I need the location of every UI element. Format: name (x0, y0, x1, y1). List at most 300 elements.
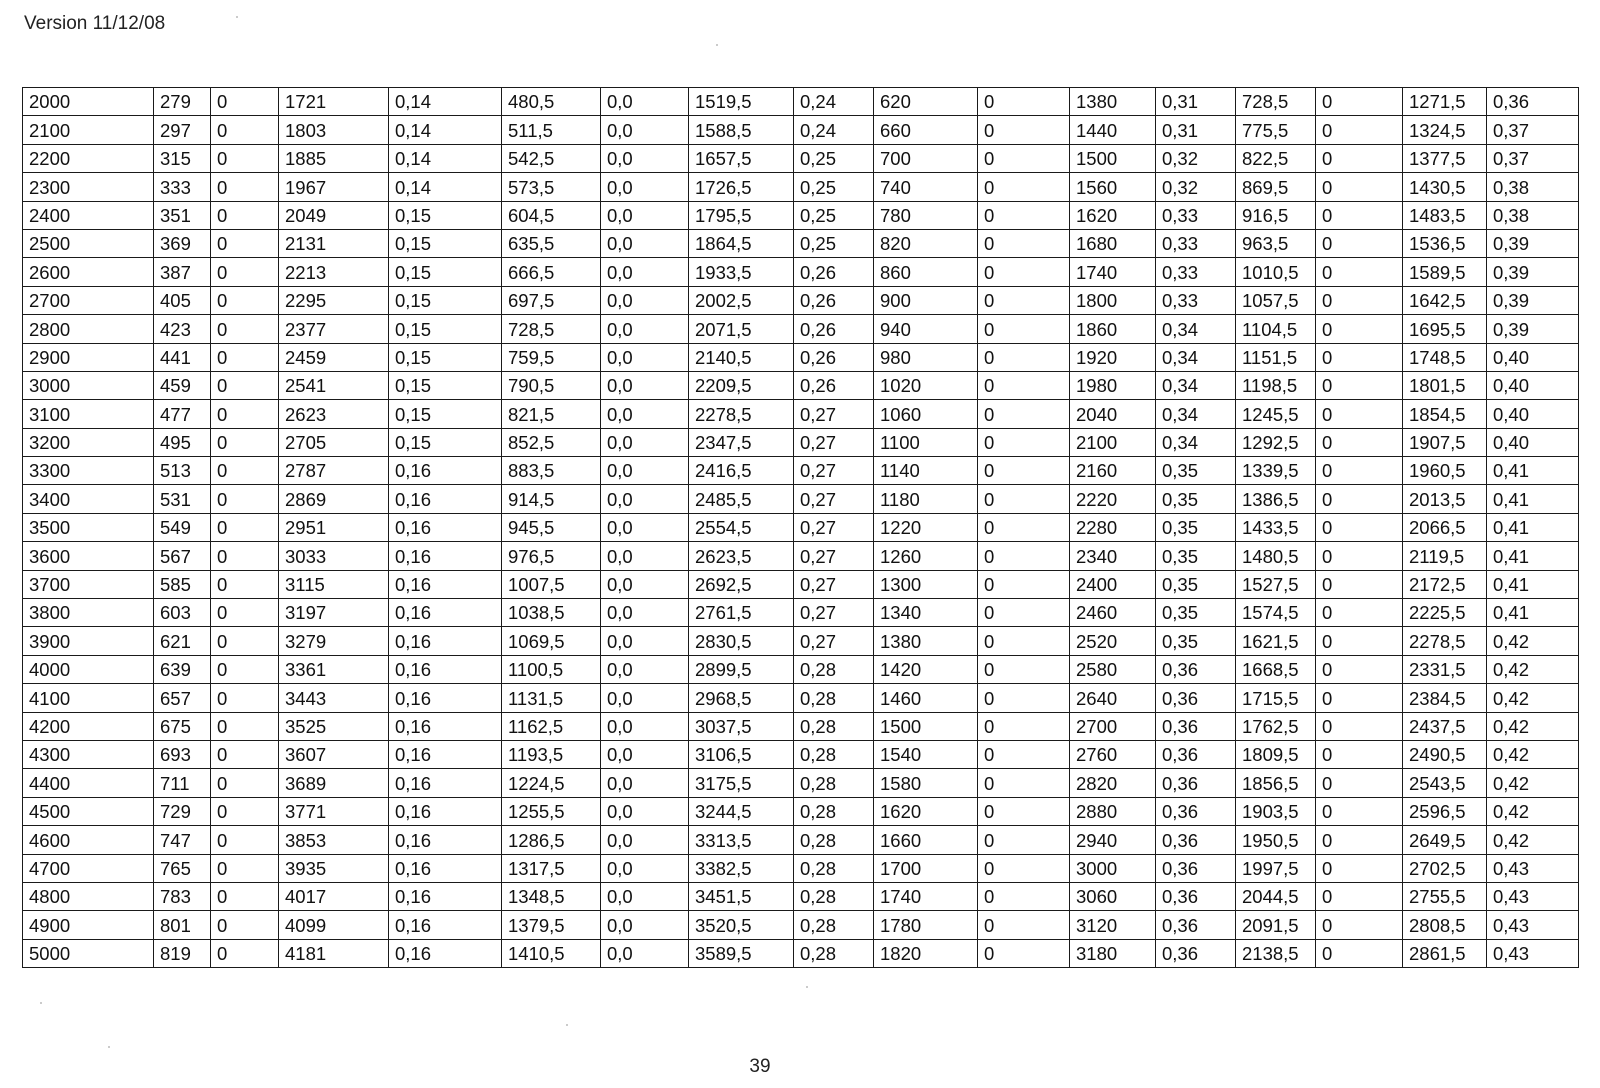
table-cell: 3771 (279, 797, 389, 825)
table-cell: 700 (874, 144, 978, 172)
table-cell: 693 (154, 740, 211, 768)
table-cell: 0,42 (1487, 769, 1579, 797)
table-cell: 2490,5 (1403, 740, 1487, 768)
table-cell: 0 (1316, 769, 1403, 797)
table-cell: 1620 (874, 797, 978, 825)
table-cell: 0,39 (1487, 229, 1579, 257)
table-cell: 0 (978, 655, 1070, 683)
table-cell: 0 (211, 116, 279, 144)
table-cell: 0 (1316, 315, 1403, 343)
table-cell: 1748,5 (1403, 343, 1487, 371)
table-cell: 2225,5 (1403, 599, 1487, 627)
table-cell: 0,14 (389, 116, 502, 144)
table-cell: 0,25 (794, 229, 874, 257)
table-cell: 4099 (279, 911, 389, 939)
table-cell: 0,27 (794, 542, 874, 570)
table-cell: 0,28 (794, 740, 874, 768)
table-row (23, 457, 1579, 485)
table-cell: 542,5 (502, 144, 601, 172)
table-cell: 1695,5 (1403, 315, 1487, 343)
table-cell: 1800 (1070, 286, 1156, 314)
table-cell: 0 (211, 428, 279, 456)
table-cell: 0,15 (389, 201, 502, 229)
table-cell: 0 (211, 797, 279, 825)
table-cell: 0,28 (794, 939, 874, 967)
table-cell: 2459 (279, 343, 389, 371)
table-row (23, 826, 1579, 854)
table-cell: 0,28 (794, 655, 874, 683)
table-cell: 0,35 (1156, 599, 1236, 627)
table-cell: 666,5 (502, 258, 601, 286)
scan-speck (108, 1046, 110, 1048)
table-cell: 0 (1316, 371, 1403, 399)
table-cell: 0,15 (389, 428, 502, 456)
table-cell: 2596,5 (1403, 797, 1487, 825)
table-cell: 3525 (279, 712, 389, 740)
table-cell: 0,15 (389, 258, 502, 286)
table-cell: 0,26 (794, 343, 874, 371)
table-cell: 1589,5 (1403, 258, 1487, 286)
table-cell: 1574,5 (1236, 599, 1316, 627)
table-row (23, 882, 1579, 910)
table-cell: 1980 (1070, 371, 1156, 399)
table-cell: 0 (978, 797, 1070, 825)
table-cell: 1820 (874, 939, 978, 967)
table-cell: 0,37 (1487, 144, 1579, 172)
table-row (23, 797, 1579, 825)
table-cell: 775,5 (1236, 116, 1316, 144)
table-cell: 3115 (279, 570, 389, 598)
table-cell: 1286,5 (502, 826, 601, 854)
table-body (23, 88, 1579, 968)
table-cell: 790,5 (502, 371, 601, 399)
table-cell: 0,27 (794, 428, 874, 456)
table-cell: 0 (978, 826, 1070, 854)
table-cell: 1527,5 (1236, 570, 1316, 598)
table-cell: 0 (1316, 854, 1403, 882)
table-cell: 821,5 (502, 400, 601, 428)
table-cell: 0,28 (794, 911, 874, 939)
table-cell: 1536,5 (1403, 229, 1487, 257)
table-row (23, 371, 1579, 399)
table-cell: 0,43 (1487, 882, 1579, 910)
table-cell: 0,33 (1156, 258, 1236, 286)
table-cell: 0,16 (389, 485, 502, 513)
table-cell: 4700 (23, 854, 154, 882)
table-row (23, 485, 1579, 513)
table-cell: 3313,5 (689, 826, 794, 854)
table-cell: 1433,5 (1236, 513, 1316, 541)
table-cell: 2013,5 (1403, 485, 1487, 513)
table-cell: 0,15 (389, 400, 502, 428)
table-cell: 0,0 (601, 542, 689, 570)
table-cell: 1220 (874, 513, 978, 541)
table-cell: 0 (1316, 286, 1403, 314)
table-cell: 0 (978, 627, 1070, 655)
table-cell: 0 (211, 173, 279, 201)
table-cell: 2600 (23, 258, 154, 286)
table-cell: 279 (154, 88, 211, 116)
table-cell: 0,0 (601, 911, 689, 939)
table-row (23, 712, 1579, 740)
table-cell: 0 (211, 343, 279, 371)
table-cell: 0,16 (389, 684, 502, 712)
table-cell: 0 (211, 371, 279, 399)
table-cell: 0,26 (794, 371, 874, 399)
table-cell: 0,0 (601, 513, 689, 541)
table-cell: 0,42 (1487, 740, 1579, 768)
table-cell: 0 (1316, 173, 1403, 201)
table-cell: 1193,5 (502, 740, 601, 768)
table-cell: 2100 (23, 116, 154, 144)
table-cell: 0 (211, 684, 279, 712)
table-cell: 0,35 (1156, 485, 1236, 513)
table-cell: 0 (211, 88, 279, 116)
table-cell: 2172,5 (1403, 570, 1487, 598)
table-cell: 1151,5 (1236, 343, 1316, 371)
table-cell: 2100 (1070, 428, 1156, 456)
table-cell: 1721 (279, 88, 389, 116)
table-cell: 0 (978, 258, 1070, 286)
table-cell: 0,43 (1487, 911, 1579, 939)
table-cell: 1245,5 (1236, 400, 1316, 428)
table-cell: 2940 (1070, 826, 1156, 854)
table-cell: 0 (1316, 116, 1403, 144)
table-cell: 1057,5 (1236, 286, 1316, 314)
table-cell: 0 (978, 712, 1070, 740)
table-cell: 820 (874, 229, 978, 257)
table-cell: 0,35 (1156, 513, 1236, 541)
table-cell: 0,40 (1487, 400, 1579, 428)
table-cell: 0 (211, 854, 279, 882)
table-cell: 711 (154, 769, 211, 797)
table-cell: 1642,5 (1403, 286, 1487, 314)
table-cell: 2649,5 (1403, 826, 1487, 854)
table-cell: 0,36 (1156, 712, 1236, 740)
table-cell: 1809,5 (1236, 740, 1316, 768)
table-cell: 0,36 (1156, 826, 1236, 854)
table-cell: 729 (154, 797, 211, 825)
table-cell: 0,15 (389, 315, 502, 343)
table-cell: 315 (154, 144, 211, 172)
table-cell: 1540 (874, 740, 978, 768)
table-cell: 0,0 (601, 457, 689, 485)
version-label: Version 11/12/08 (24, 13, 166, 34)
table-cell: 1680 (1070, 229, 1156, 257)
table-cell: 0,36 (1156, 854, 1236, 882)
table-cell: 2485,5 (689, 485, 794, 513)
table-cell: 3100 (23, 400, 154, 428)
table-cell: 0 (978, 570, 1070, 598)
table-cell: 0,0 (601, 712, 689, 740)
table-cell: 2331,5 (1403, 655, 1487, 683)
table-cell: 0 (1316, 712, 1403, 740)
table-cell: 0,24 (794, 116, 874, 144)
table-cell: 1255,5 (502, 797, 601, 825)
table-cell: 2787 (279, 457, 389, 485)
table-cell: 0,28 (794, 769, 874, 797)
table-cell: 369 (154, 229, 211, 257)
table-cell: 2861,5 (1403, 939, 1487, 967)
table-cell: 549 (154, 513, 211, 541)
table-cell: 0 (211, 712, 279, 740)
table-cell: 0 (1316, 740, 1403, 768)
table-cell: 0,0 (601, 173, 689, 201)
table-cell: 441 (154, 343, 211, 371)
table-cell: 2280 (1070, 513, 1156, 541)
table-cell: 2700 (1070, 712, 1156, 740)
table-cell: 2760 (1070, 740, 1156, 768)
table-cell: 0 (1316, 570, 1403, 598)
table-cell: 2580 (1070, 655, 1156, 683)
table-cell: 0 (1316, 144, 1403, 172)
table-cell: 0 (978, 286, 1070, 314)
table-cell: 0,38 (1487, 201, 1579, 229)
table-cell: 1007,5 (502, 570, 601, 598)
table-cell: 675 (154, 712, 211, 740)
table-cell: 2500 (23, 229, 154, 257)
table-cell: 660 (874, 116, 978, 144)
table-cell: 916,5 (1236, 201, 1316, 229)
table-cell: 620 (874, 88, 978, 116)
table-cell: 0 (211, 599, 279, 627)
table-cell: 2400 (23, 201, 154, 229)
table-cell: 3279 (279, 627, 389, 655)
table-cell: 2000 (23, 88, 154, 116)
table-cell: 0,16 (389, 939, 502, 967)
table-cell: 0,27 (794, 513, 874, 541)
table-cell: 2899,5 (689, 655, 794, 683)
table-row (23, 769, 1579, 797)
table-cell: 495 (154, 428, 211, 456)
table-cell: 0,35 (1156, 627, 1236, 655)
table-cell: 0,35 (1156, 570, 1236, 598)
table-cell: 1224,5 (502, 769, 601, 797)
table-cell: 4200 (23, 712, 154, 740)
table-cell: 1292,5 (1236, 428, 1316, 456)
table-cell: 387 (154, 258, 211, 286)
table-row (23, 201, 1579, 229)
table-cell: 0,36 (1156, 655, 1236, 683)
table-cell: 0 (211, 570, 279, 598)
table-cell: 3300 (23, 457, 154, 485)
table-cell: 0 (978, 229, 1070, 257)
table-cell: 2702,5 (1403, 854, 1487, 882)
table-cell: 0,16 (389, 457, 502, 485)
table-cell: 2066,5 (1403, 513, 1487, 541)
table-cell: 1560 (1070, 173, 1156, 201)
table-cell: 635,5 (502, 229, 601, 257)
table-cell: 0,36 (1487, 88, 1579, 116)
table-cell: 0,0 (601, 315, 689, 343)
table-cell: 0,28 (794, 854, 874, 882)
table-cell: 0 (978, 854, 1070, 882)
table-cell: 0,26 (794, 286, 874, 314)
table-row (23, 740, 1579, 768)
table-cell: 3900 (23, 627, 154, 655)
table-cell: 1440 (1070, 116, 1156, 144)
table-cell: 0,27 (794, 599, 874, 627)
table-cell: 0 (978, 769, 1070, 797)
table-cell: 0 (1316, 485, 1403, 513)
table-cell: 819 (154, 939, 211, 967)
table-cell: 0 (211, 201, 279, 229)
table-cell: 0,27 (794, 570, 874, 598)
table-cell: 1780 (874, 911, 978, 939)
table-cell: 4800 (23, 882, 154, 910)
table-cell: 2119,5 (1403, 542, 1487, 570)
table-cell: 4000 (23, 655, 154, 683)
table-cell: 2830,5 (689, 627, 794, 655)
table-cell: 0,0 (601, 684, 689, 712)
table-cell: 1854,5 (1403, 400, 1487, 428)
table-cell: 0,0 (601, 939, 689, 967)
table-cell: 0,0 (601, 599, 689, 627)
table-cell: 0 (1316, 911, 1403, 939)
table-cell: 5000 (23, 939, 154, 967)
table-cell: 0,16 (389, 882, 502, 910)
table-cell: 0 (1316, 826, 1403, 854)
data-table (22, 87, 1579, 968)
table-cell: 1621,5 (1236, 627, 1316, 655)
table-cell: 0,16 (389, 542, 502, 570)
table-cell: 1460 (874, 684, 978, 712)
table-cell: 2700 (23, 286, 154, 314)
table-cell: 740 (874, 173, 978, 201)
table-cell: 1668,5 (1236, 655, 1316, 683)
table-cell: 1131,5 (502, 684, 601, 712)
table-cell: 0,31 (1156, 88, 1236, 116)
table-cell: 2049 (279, 201, 389, 229)
table-cell: 0,0 (601, 201, 689, 229)
table-cell: 2437,5 (1403, 712, 1487, 740)
table-cell: 945,5 (502, 513, 601, 541)
table-cell: 4300 (23, 740, 154, 768)
table-cell: 0,42 (1487, 627, 1579, 655)
table-cell: 0,28 (794, 826, 874, 854)
table-cell: 860 (874, 258, 978, 286)
table-row (23, 542, 1579, 570)
table-cell: 0 (1316, 343, 1403, 371)
table-cell: 0,24 (794, 88, 874, 116)
table-cell: 801 (154, 911, 211, 939)
table-row (23, 599, 1579, 627)
table-cell: 2640 (1070, 684, 1156, 712)
table-cell: 2400 (1070, 570, 1156, 598)
table-cell: 3589,5 (689, 939, 794, 967)
table-cell: 0,0 (601, 116, 689, 144)
table-cell: 1340 (874, 599, 978, 627)
table-cell: 0,16 (389, 797, 502, 825)
table-cell: 0 (211, 911, 279, 939)
table-cell: 0,0 (601, 570, 689, 598)
table-cell: 0,0 (601, 854, 689, 882)
table-row (23, 655, 1579, 683)
table-cell: 657 (154, 684, 211, 712)
table-row (23, 939, 1579, 967)
table-cell: 1260 (874, 542, 978, 570)
table-cell: 0,34 (1156, 371, 1236, 399)
table-cell: 0 (211, 229, 279, 257)
table-cell: 0,0 (601, 343, 689, 371)
table-cell: 822,5 (1236, 144, 1316, 172)
table-cell: 297 (154, 116, 211, 144)
table-cell: 0 (1316, 400, 1403, 428)
table-cell: 0,0 (601, 740, 689, 768)
table-cell: 1960,5 (1403, 457, 1487, 485)
scan-speck (716, 44, 718, 46)
table-cell: 783 (154, 882, 211, 910)
table-cell: 1198,5 (1236, 371, 1316, 399)
table-cell: 0,0 (601, 400, 689, 428)
table-cell: 0,33 (1156, 286, 1236, 314)
table-cell: 2416,5 (689, 457, 794, 485)
table-cell: 2213 (279, 258, 389, 286)
table-cell: 914,5 (502, 485, 601, 513)
table-cell: 3106,5 (689, 740, 794, 768)
table-cell: 0,28 (794, 684, 874, 712)
table-row (23, 854, 1579, 882)
table-cell: 0,28 (794, 882, 874, 910)
table-cell: 0,36 (1156, 882, 1236, 910)
table-cell: 4181 (279, 939, 389, 967)
table-cell: 0,14 (389, 144, 502, 172)
table-cell: 0,16 (389, 740, 502, 768)
table-cell: 1380 (1070, 88, 1156, 116)
table-cell: 0,0 (601, 258, 689, 286)
table-cell: 0 (978, 88, 1070, 116)
table-cell: 351 (154, 201, 211, 229)
table-cell: 0,0 (601, 769, 689, 797)
table-cell: 2820 (1070, 769, 1156, 797)
table-cell: 0,16 (389, 627, 502, 655)
table-cell: 1726,5 (689, 173, 794, 201)
table-cell: 1950,5 (1236, 826, 1316, 854)
table-cell: 2543,5 (1403, 769, 1487, 797)
table-cell: 0 (211, 627, 279, 655)
table-cell: 2951 (279, 513, 389, 541)
table-cell: 0 (1316, 457, 1403, 485)
table-cell: 2623,5 (689, 542, 794, 570)
table-cell: 976,5 (502, 542, 601, 570)
table-cell: 0 (978, 201, 1070, 229)
table-cell: 3200 (23, 428, 154, 456)
table-cell: 1856,5 (1236, 769, 1316, 797)
table-cell: 0,28 (794, 712, 874, 740)
table-cell: 1069,5 (502, 627, 601, 655)
table-cell: 0,41 (1487, 513, 1579, 541)
table-cell: 0 (978, 939, 1070, 967)
table-cell: 1700 (874, 854, 978, 882)
table-cell: 2200 (23, 144, 154, 172)
table-cell: 0,39 (1487, 286, 1579, 314)
table-cell: 780 (874, 201, 978, 229)
table-cell: 0,37 (1487, 116, 1579, 144)
table-cell: 0 (978, 599, 1070, 627)
table-cell: 1885 (279, 144, 389, 172)
table-cell: 3120 (1070, 911, 1156, 939)
table-cell: 0,16 (389, 599, 502, 627)
table-cell: 0 (211, 258, 279, 286)
table-cell: 0 (978, 485, 1070, 513)
table-cell: 1020 (874, 371, 978, 399)
table-cell: 0,41 (1487, 457, 1579, 485)
table-cell: 1907,5 (1403, 428, 1487, 456)
table-cell: 0 (978, 684, 1070, 712)
table-cell: 0,34 (1156, 315, 1236, 343)
table-cell: 2140,5 (689, 343, 794, 371)
table-row (23, 684, 1579, 712)
